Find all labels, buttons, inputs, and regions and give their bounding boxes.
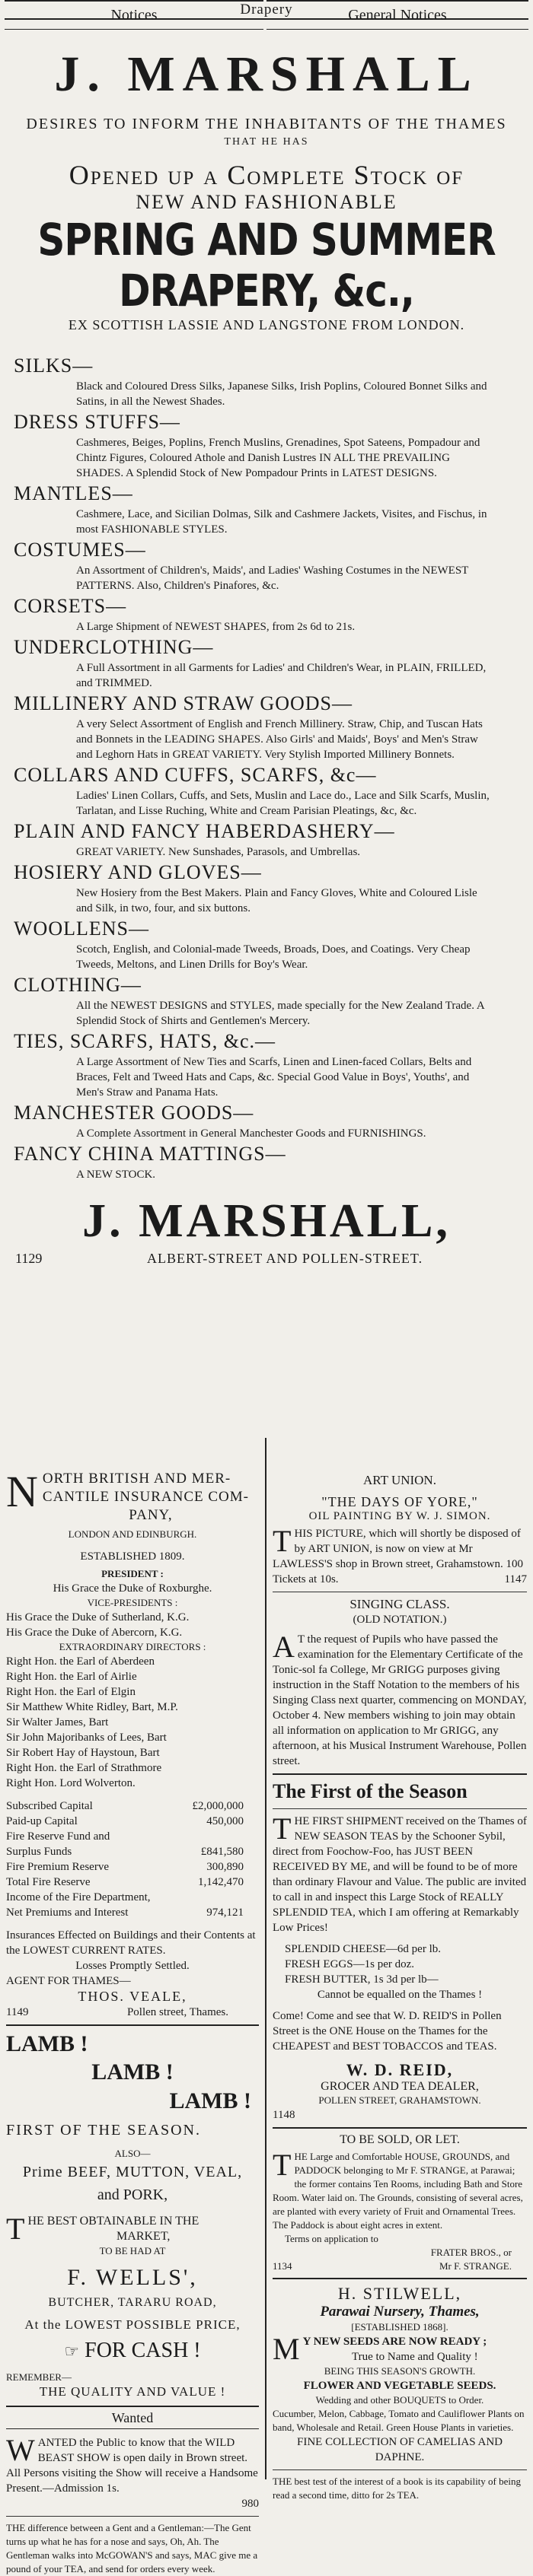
plants-on-hand: Cucumber, Melon, Cabbage, Tomato and Cauliflower Plants on band, Wholesale and Retail. Green House Plants in varieties. (273, 2408, 525, 2433)
category-item (14, 409, 519, 481)
flower-vegetable-seeds: FLOWER AND VEGETABLE SEEDS. (303, 2380, 496, 2392)
divider (273, 2278, 527, 2279)
financial-value: 450,000 (206, 1815, 244, 1827)
financial-row (6, 1829, 244, 1844)
best-line-1: HE BEST OBTAINABLE IN THE (27, 2215, 199, 2228)
financial-row (6, 1875, 244, 1890)
financial-row (6, 1844, 244, 1859)
meats-line-2: and PORK, (97, 2186, 168, 2203)
ad-line-desires: DESIRES TO INFORM THE INHABITANTS OF THE THAMES (26, 116, 507, 132)
category-description: Scotch, English, and Colonial-made Tweeds, Broads, Does, and Coatings. Very Cheap Tweeds, Meltons, and Linen Drills for Boy's Wear. (76, 943, 471, 971)
quality-value: THE QUALITY AND VALUE ! (39, 2384, 226, 2399)
sold-footer (273, 2260, 527, 2273)
wanted-dropcap: W (6, 2435, 35, 2467)
insurance-title-line-1: ORTH BRITISH AND MER- (42, 1471, 231, 1487)
financial-label: Subscribed Capital (6, 1800, 93, 1812)
financial-row (6, 1905, 244, 1920)
category-item (14, 1141, 519, 1182)
financial-row (6, 1798, 244, 1814)
cheese-price: SPLENDID CHEESE—6d per lb. (285, 1943, 441, 1955)
first-of-season-notice (273, 1779, 527, 2123)
true-to-name: True to Name and Quality ! (351, 2351, 478, 2363)
footer-row (14, 1248, 519, 1267)
insurance-dropcap: N (6, 1470, 38, 1516)
financial-label: Fire Reserve Fund and (6, 1830, 110, 1843)
vice-president: His Grace the Duke of Abercorn, K.G. (6, 1627, 183, 1639)
season-body: HE FIRST SHIPMENT received on the Thames of NEW SEASON TEAS by the Schooner Sybil, direct from Foochow-Foo, has JUST BEEN RECEIVED BY ME, and will be found to be of more than ordinary Flavour and Value. The public are invited to call in and inspect this Large Stock of REALLY SPLENDID TEA, which I am offering at Remarkably Low Prices! (273, 1815, 527, 1934)
wanted-text: ANTED the Public to know that the WILD BEAST SHOW is open daily in Brown street. All Persons visiting the Show will receive a Handsome Present.—Admission 1s. (6, 2437, 258, 2495)
financial-value: 1,142,470 (198, 1876, 244, 1888)
president-label: PRESIDENT : (101, 1568, 164, 1579)
category-description: A very Select Assortment of English and French Millinery. Straw, Chip, and Tuscan Hats and Bonnets in the LEADING SHAPES. Also Girls' and Maids', Boys' and Men's Straw and Leghorn Hats in GREAT VARIETY. Very Stylish Imported Millinery Bonnets. (76, 718, 483, 761)
reid-address: POLLEN STREET, GRAHAMSTOWN. (318, 2094, 481, 2106)
reid-come-text: Come! Come and see that W. D. REID'S in Pollen Street is the ONE House on the Thames for the CHEAPEST and BEST TOBACCOS and TEAS. (273, 2010, 502, 2053)
category-heading: COLLARS AND CUFFS, SCARFS, &c— (14, 764, 377, 786)
category-item (14, 762, 519, 819)
category-description: Black and Coloured Dress Silks, Japanese Silks, Irish Poplins, Coloured Bonnet Silks and Satins, in all the Newest Shades. (76, 380, 487, 408)
bouquets: Wedding and other BOUQUETS to Order. (315, 2394, 484, 2406)
category-item (14, 691, 519, 762)
losses-settled: Losses Promptly Settled. (75, 1960, 190, 1972)
vice-presidents-list (6, 1610, 259, 1640)
lamb-line-2: LAMB ! (91, 2059, 174, 2085)
category-item (14, 634, 519, 691)
category-description: A Full Assortment in all Garments for Ladies' and Children's Wear, in PLAIN, FRILLED, and TRIMMED. (76, 662, 487, 689)
ad-line-spring-summer: SPRING AND SUMMER DRAPERY, &c., (37, 215, 496, 316)
left-column-header: Notices (5, 0, 263, 30)
butter-price: FRESH BUTTER, 1s 3d per lb— (285, 1973, 439, 1986)
ad-number: 1147 (504, 1573, 527, 1585)
category-item (14, 353, 519, 409)
category-heading: MANCHESTER GOODS— (14, 1102, 254, 1124)
art-union-title: ART UNION. (363, 1473, 436, 1487)
art-union-body: HIS PICTURE, which will shortly be disposed of by ART UNION, is now on view at Mr LAWLESS'S shop in Brown street, Grahamstown. 100 Tickets at 10s. (273, 1528, 523, 1585)
cash-line (6, 2339, 259, 2363)
to-be-sold-title: TO BE SOLD, OR LET. (340, 2133, 460, 2146)
category-heading: UNDERCLOTHING— (14, 636, 214, 658)
divider (273, 1808, 527, 1809)
category-item (14, 860, 519, 916)
right-column-header: General Notices (266, 0, 528, 30)
category-description: A Complete Assortment in General Manchester Goods and FURNISHINGS. (76, 1127, 426, 1140)
category-item (14, 481, 519, 537)
director: Sir Robert Hay of Haystoun, Bart (6, 1747, 160, 1759)
financial-row (6, 1890, 244, 1905)
category-heading: FANCY CHINA MATTINGS— (14, 1143, 286, 1165)
first-of-season-title: The First of the Season (273, 1780, 468, 1802)
financial-label: Total Fire Reserve (6, 1876, 91, 1888)
category-heading: CLOTHING— (14, 974, 142, 996)
director: Right Hon. the Earl of Aberdeen (6, 1655, 155, 1668)
ad-number: 980 (241, 2498, 259, 2510)
category-description: An Assortment of Children's, Maids', and Ladies' Washing Costumes in the NEWEST PATTERNS. Also, Children's Pinafores, &c. (76, 564, 469, 592)
art-dropcap: T (273, 1526, 292, 1558)
category-item (14, 537, 519, 593)
left-column (6, 1470, 259, 2576)
painting-artist: OIL PAINTING BY W. J. SIMON. (308, 1510, 491, 1522)
category-item (14, 916, 519, 972)
ad-number: 1129 (15, 1251, 43, 1266)
insurance-established: ESTABLISHED 1809. (80, 1550, 185, 1563)
category-heading: SILKS— (14, 355, 94, 377)
nursery-name: Parawai Nursery, Thames, (320, 2304, 480, 2320)
category-heading: HOSIERY AND GLOVES— (14, 861, 262, 883)
terms-label: Terms on application to (285, 2233, 378, 2244)
ad-number: 1148 (273, 2109, 295, 2121)
category-description: Cashmere, Lace, and Sicilian Dolmas, Silk and Cashmere Jackets, Visites, and Fischus, in most FASHIONABLE STYLES. (76, 508, 487, 536)
director: Right Hon. the Earl of Elgin (6, 1686, 136, 1698)
wanted-header: Wanted (6, 2406, 259, 2429)
singing-class-title: SINGING CLASS. (349, 1597, 450, 1611)
director: Sir Matthew White Ridley, Bart, M.P. (6, 1701, 178, 1713)
pointing-hand-icon: ☞ (64, 2342, 80, 2361)
best-line-3: TO BE HAD AT (99, 2245, 166, 2256)
divider (6, 2516, 259, 2517)
category-heading: MILLINERY AND STRAW GOODS— (14, 692, 353, 714)
ad-line-new-fashionable: NEW AND FASHIONABLE (136, 191, 397, 213)
vice-president: His Grace the Duke of Sutherland, K.G. (6, 1611, 190, 1624)
category-heading: WOOLLENS— (14, 918, 149, 940)
advertiser-name: J. MARSHALL (54, 46, 479, 102)
divider (273, 1773, 527, 1775)
column-divider (265, 1438, 266, 2479)
sold-dropcap: T (273, 2150, 292, 2182)
insurance-title-line-2: CANTILE INSURANCE COM- (42, 1489, 249, 1505)
director: Sir Walter James, Bart (6, 1716, 109, 1728)
directors-label: EXTRAORDINARY DIRECTORS : (59, 1641, 206, 1652)
cash-text: FOR CASH ! (85, 2339, 201, 2362)
to-be-sold-notice (273, 2133, 527, 2273)
footer-advertiser-name: J. MARSHALL, (82, 1195, 451, 1247)
financial-value: 974,121 (206, 1907, 244, 1919)
singing-class-body: T the request of Pupils who have passed the examination for the Elementary Certificate of the Tonic-sol fa College, Mr GRIGG purposes giving instruction in the Staff Notation to the members of his Singing Class next quarter, commencing on MONDAY, October 4. New members wishing to join may obtain all information on application to Mr GRIGG, any afternoon, at his Musical Instrument Warehouse, Pollen street. (273, 1633, 527, 1767)
marshall-advertisement (0, 47, 533, 1267)
season-dropcap: T (273, 1814, 292, 1846)
footer-address: ALBERT-STREET AND POLLEN-STREET. (147, 1251, 423, 1266)
to-be-sold-body: HE Large and Comfortable HOUSE, GROUNDS, and PADDOCK belonging to Mr F. STRANGE, at Parawai; the former contains Ten Rooms, including Bath and Store Room. Water laid on. The Grounds, consisting of several acres, are planted with every variety of Fruit and Ornamental Trees. The Paddock is about eight acres in extent. (273, 2151, 523, 2231)
financial-value: 300,890 (206, 1861, 244, 1873)
category-item (14, 1100, 519, 1141)
category-description: A NEW STOCK. (76, 1169, 156, 1181)
financial-table (6, 1798, 259, 1920)
category-item (14, 1029, 519, 1100)
best-dropcap: T (6, 2214, 25, 2244)
category-heading: CORSETS— (14, 595, 127, 617)
mr-strange: Mr F. STRANGE. (439, 2260, 512, 2272)
wanted-notice (6, 2435, 259, 2511)
agent-footer (6, 2005, 259, 2020)
seeds-ready: Y NEW SEEDS ARE NOW READY ; (302, 2336, 487, 2348)
financial-row (6, 1859, 244, 1875)
director: Right Hon. Lord Wolverton. (6, 1777, 136, 1789)
gent-difference-text: THE difference between a Gent and a Gentleman:—The Gent turns up what he has for a nose and says, Oh, Ah. The Gentleman walks into McGOWAN'S and says, MAC give me a pound of your TEA, and send for orders every week. (6, 2522, 258, 2574)
financial-label: Net Premiums and Interest (6, 1907, 129, 1919)
ad-number: 1149 (6, 2006, 29, 2018)
insurance-rates-text: Insurances Effected on Buildings and their Contents at the LOWEST CURRENT RATES. (6, 1929, 256, 1957)
reid-trade: GROCER AND TEA DEALER, (321, 2080, 479, 2093)
category-description: All the NEWEST DESIGNS and STYLES, made specially for the New Zealand Trade. A Splendid Stock of Shirts and Gentlemen's Mercery. (76, 1000, 484, 1027)
stilwell-name: H. STILWELL, (337, 2284, 462, 2303)
insurance-notice (6, 1470, 259, 2020)
also-label: ALSO— (114, 2148, 151, 2159)
meats-line-1: Prime BEEF, MUTTON, VEAL, (22, 2164, 243, 2180)
divider (273, 2127, 527, 2129)
best-test-text: THE best test of the interest of a book is its capability of being read a second time, ditto for 2s TEA. (273, 2476, 522, 2501)
ad-line-opened: Opened up a Complete Stock of (69, 160, 464, 190)
eggs-price: FRESH EGGS—1s per doz. (285, 1958, 415, 1970)
right-column (273, 1470, 527, 2502)
section-header: Drapery (240, 2, 293, 17)
category-description: A Large Shipment of NEWEST SHAPES, from 2s 6d to 21s. (76, 621, 356, 633)
ad-number: 1134 (273, 2260, 292, 2272)
category-description: Ladies' Linen Collars, Cuffs, and Sets, Muslin and Lace do., Lace and Silk Scarfs, Muslin, Tarlatan, and Lisse Ruching, White and Cream Parisian Pleatings, &c, &c. (76, 790, 490, 817)
insurance-title (6, 1470, 259, 1525)
vice-presidents-label: VICE-PRESIDENTS : (87, 1597, 178, 1608)
category-description: GREAT VARIETY. New Sunshades, Parasols, and Umbrellas. (76, 846, 361, 858)
category-description: New Hosiery from the Best Makers. Plain and Fancy Gloves, White and Coloured Lisle and Silk, in two, four, and six buttons. (76, 887, 477, 914)
singing-class-notice (273, 1597, 527, 1769)
category-item (14, 819, 519, 860)
ad-line-that-he-has: THAT HE HAS (224, 136, 309, 148)
singing-class-subtitle: (OLD NOTATION.) (353, 1614, 447, 1626)
first-of-season: FIRST OF THE SEASON. (6, 2122, 201, 2139)
agent-address: Pollen street, Thames. (126, 2006, 228, 2018)
lamb-line-1: LAMB ! (6, 2031, 88, 2056)
butcher-address: BUTCHER, TARARU ROAD, (48, 2296, 217, 2309)
divider (273, 2469, 527, 2470)
category-heading: DRESS STUFFS— (14, 411, 180, 433)
divider (6, 2024, 259, 2026)
lamb-line-3: LAMB ! (169, 2088, 251, 2113)
director: Right Hon. the Earl of Strathmore (6, 1762, 162, 1774)
wells-name: F. WELLS', (67, 2265, 198, 2290)
camelias-daphne: FINE COLLECTION OF CAMELIAS AND DAPHNE. (297, 2436, 503, 2463)
ad-line-ex-scottish: EX SCOTTISH LASSIE AND LANGSTONE FROM LONDON. (68, 317, 465, 332)
category-heading: MANTLES— (14, 482, 133, 504)
nursery-established: [ESTABLISHED 1868]. (351, 2321, 448, 2333)
insurance-title-line-3: PANY, (129, 1507, 173, 1523)
financial-label: Paid-up Capital (6, 1815, 78, 1827)
cannot-be-equalled: Cannot be equalled on the Thames ! (317, 1989, 483, 2001)
lamb-advertisement (6, 2031, 259, 2399)
financial-label: Surplus Funds (6, 1846, 72, 1858)
president-name: His Grace the Duke of Roxburghe. (53, 1582, 212, 1595)
directors-list (6, 1654, 259, 1791)
director: Right Hon. the Earl of Airlie (6, 1671, 137, 1683)
frater-bros: FRATER BROS., or (430, 2247, 512, 2258)
financial-row (6, 1814, 244, 1829)
insurance-location: LONDON AND EDINBURGH. (68, 1528, 197, 1540)
agent-name: THOS. VEALE, (78, 1989, 187, 2004)
financial-value: £2,000,000 (192, 1800, 244, 1812)
financial-label: Income of the Fire Department, (6, 1891, 151, 1903)
singing-dropcap: A (273, 1632, 295, 1664)
nursery-dropcap: M (273, 2334, 300, 2365)
lowest-price: At the LOWEST POSSIBLE PRICE, (24, 2317, 241, 2332)
category-description: Cashmeres, Beiges, Poplins, French Muslins, Grenadines, Spot Sateens, Pompadour and Chintz Figures, Coloured Athole and Danish Lustres IN ALL THE PREVAILING SHADES. A Splendid Stock of New Pompadour Prints in LATEST DESIGNS. (76, 437, 480, 479)
category-item (14, 593, 519, 634)
category-list (14, 353, 519, 1182)
financial-value: £841,580 (200, 1846, 244, 1858)
nursery-notice (273, 2284, 527, 2465)
category-heading: TIES, SCARFS, HATS, &c.— (14, 1030, 276, 1052)
director: Sir John Majoribanks of Lees, Bart (6, 1732, 167, 1744)
agent-label: AGENT FOR THAMES— (6, 1975, 131, 1987)
remember-label: REMEMBER— (6, 2371, 72, 2383)
best-line-2: MARKET, (116, 2230, 171, 2243)
category-item (14, 972, 519, 1029)
financial-label: Fire Premium Reserve (6, 1861, 109, 1873)
category-heading: PLAIN AND FANCY HABERDASHERY— (14, 820, 395, 842)
category-heading: COSTUMES— (14, 539, 146, 561)
painting-title: "THE DAYS OF YORE," (321, 1494, 478, 1509)
category-description: A Large Assortment of New Ties and Scarfs, Linen and Linen-faced Collars, Belts and Braces, Felt and Tweed Hats and Caps, &c. Special Good Value in Boys', Youths', and Men's Straw and Panama Hats. (76, 1056, 472, 1099)
season-growth: BEING THIS SEASON'S GROWTH. (324, 2365, 476, 2377)
reid-name: W. D. REID, (346, 2060, 454, 2079)
art-union-notice (273, 1473, 527, 1587)
